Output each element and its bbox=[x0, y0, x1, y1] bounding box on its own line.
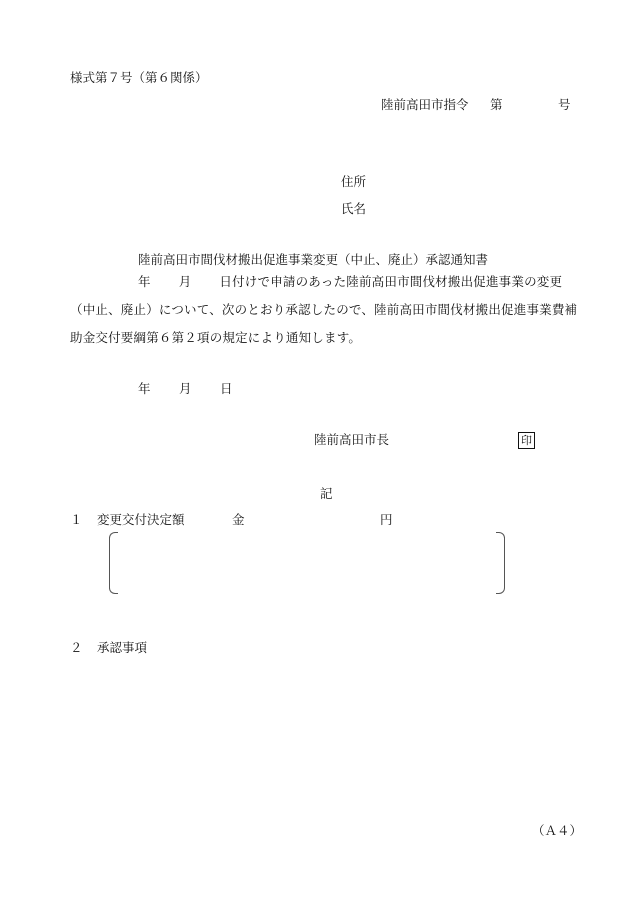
date-year: 年 bbox=[138, 381, 151, 396]
right-bracket bbox=[496, 532, 505, 594]
body-year: 年 bbox=[138, 274, 151, 289]
reference-dai: 第 bbox=[490, 97, 503, 112]
form-number: 様式第７号（第６関係） bbox=[70, 70, 208, 85]
body-paragraph bbox=[70, 268, 578, 352]
item1-number: １ bbox=[70, 512, 83, 527]
item1-yen: 円 bbox=[380, 512, 393, 527]
item1-label: 変更交付決定額 bbox=[97, 512, 185, 527]
name-label: 氏名 bbox=[341, 201, 367, 216]
body-month: 月 bbox=[178, 274, 192, 289]
item2-label: 承認事項 bbox=[97, 640, 148, 655]
reference-go: 号 bbox=[558, 97, 571, 112]
body-text: 日付けで申請のあった陸前高田市間伐材搬出促進事業の変更（中止、廃止）について、次のとおり承認したので、陸前高田市間伐材搬出促進事業費補助金交付要綱第６第２項の規定により通知します。 bbox=[70, 274, 578, 345]
reference-prefix: 陸前高田市指令 bbox=[381, 97, 469, 112]
item2-number: ２ bbox=[70, 640, 83, 655]
address-label: 住所 bbox=[341, 174, 367, 189]
issuer: 陸前高田市長 bbox=[314, 432, 390, 447]
date-day: 日 bbox=[220, 381, 233, 396]
date-month: 月 bbox=[179, 381, 192, 396]
seal-stamp: 印 bbox=[518, 432, 535, 449]
paper-size: （Ａ４） bbox=[532, 823, 583, 838]
document-title: 陸前高田市間伐材搬出促進事業変更（中止、廃止）承認通知書 bbox=[138, 252, 489, 267]
left-bracket bbox=[109, 532, 118, 594]
ki-heading: 記 bbox=[320, 486, 333, 501]
item1-kin: 金 bbox=[232, 512, 245, 527]
